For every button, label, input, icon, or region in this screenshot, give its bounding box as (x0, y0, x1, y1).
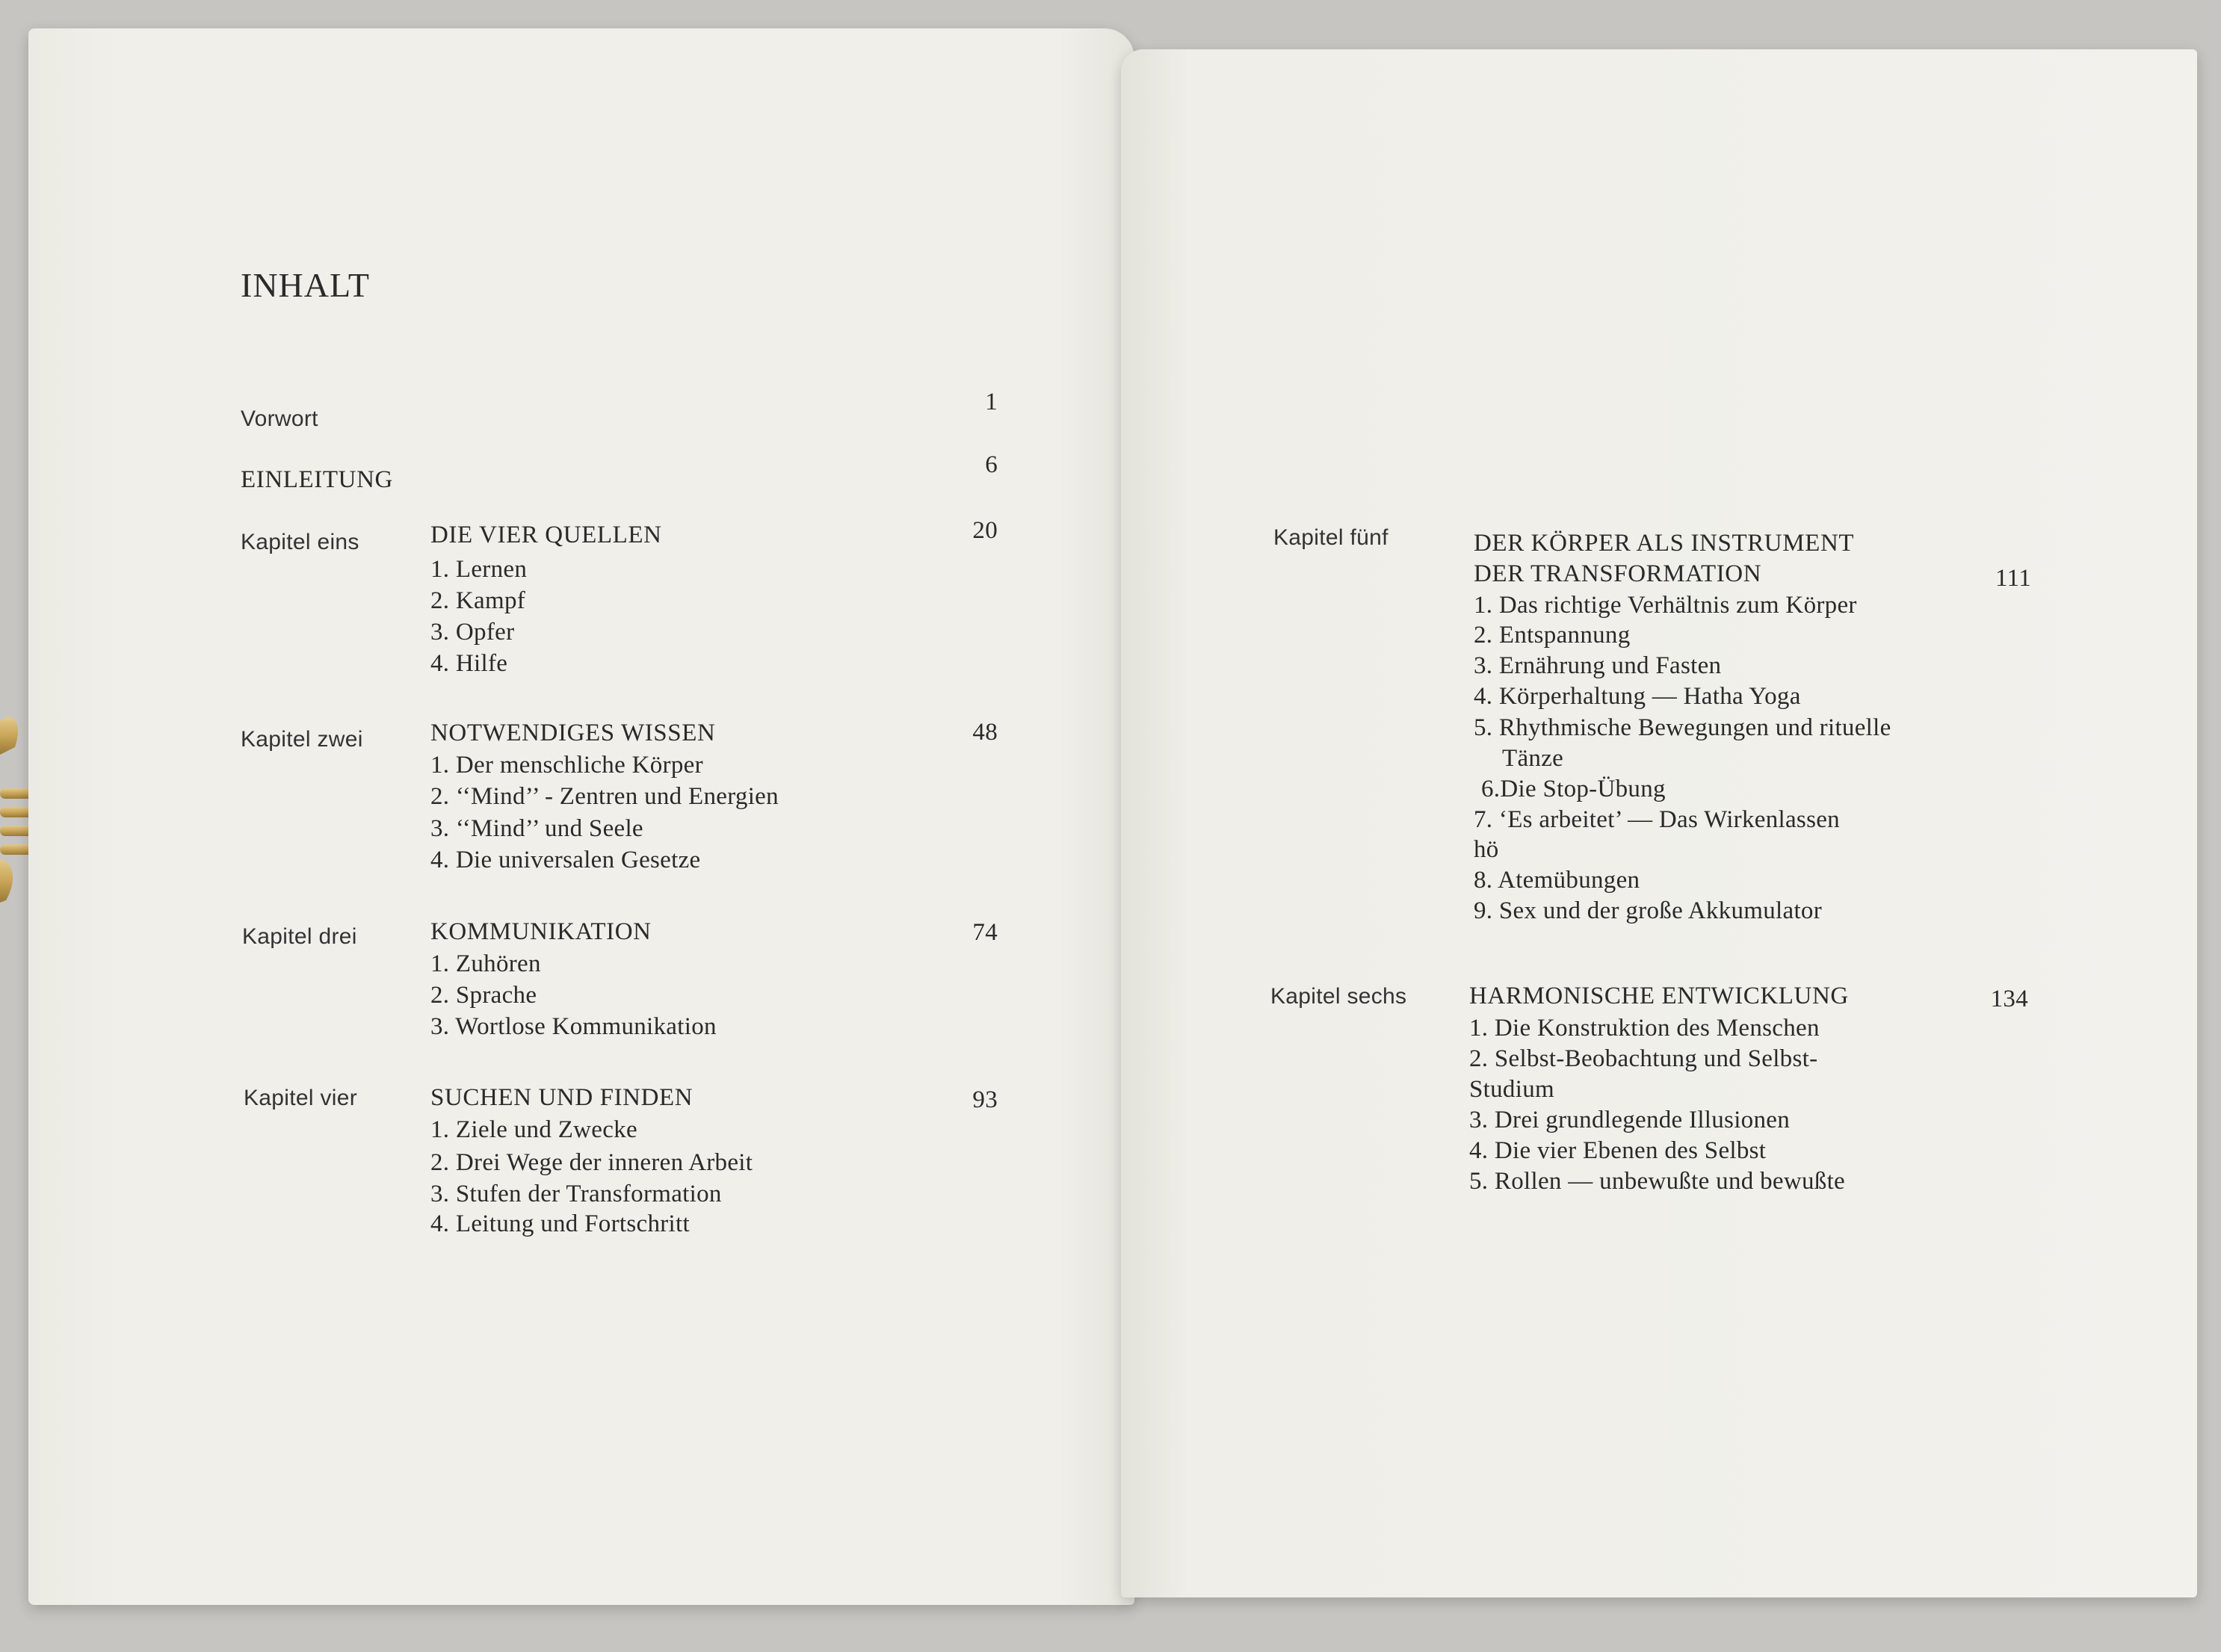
front-title-vorwort: Vorwort (241, 406, 318, 431)
section-item: 1. Ziele und Zwecke (430, 1116, 637, 1143)
front-page-vorwort: 1 (985, 389, 998, 415)
section-item: 1. Die Konstruktion des Menschen (1469, 1015, 1820, 1042)
section-item: 1. Das richtige Verhältnis zum Körper (1474, 592, 1857, 619)
section-item: 3. Drei grundlegende Illusionen (1469, 1107, 1791, 1133)
chapter-page: 111 (1995, 565, 2031, 592)
section-item: 1. Zuhören (430, 950, 541, 977)
section-item: 4. Hilfe (430, 650, 508, 677)
section-item-continued: Studium (1469, 1076, 1554, 1103)
front-title-einleitung: EINLEITUNG (241, 466, 393, 493)
section-item-continued: hö (1474, 836, 1499, 863)
chapter-title-line: DER KÖRPER ALS INSTRUMENT (1474, 530, 1855, 557)
section-item: 1. Der menschliche Körper (430, 752, 703, 779)
chapter-title: HARMONISCHE ENTWICKLUNG (1469, 983, 1849, 1009)
front-page-einleitung: 6 (985, 451, 998, 478)
chapter-label: Kapitel drei (242, 924, 357, 949)
section-item: 3. Stufen der Transformation (430, 1181, 722, 1207)
section-item: 2. ‘‘Mind’’ - Zentren und Energien (430, 783, 779, 810)
section-item: 4. Körperhaltung — Hatha Yoga (1474, 683, 1801, 710)
chapter-title-line: DER TRANSFORMATION (1474, 560, 1762, 587)
chapter-page: 93 (972, 1086, 998, 1113)
chapter-title: DIE VIER QUELLEN (430, 522, 662, 548)
chapter-title: SUCHEN UND FINDEN (430, 1084, 694, 1111)
chapter-page: 48 (972, 719, 998, 746)
section-item: 4. Die universalen Gesetze (430, 847, 701, 873)
section-item: 5. Rhythmische Bewegungen und rituelle (1474, 714, 1891, 741)
section-item: 2. Drei Wege der inneren Arbeit (430, 1149, 753, 1176)
section-item: 2. Kampf (430, 587, 526, 614)
section-item: 2. Sprache (430, 982, 537, 1009)
section-item: 9. Sex und der große Akkumulator (1474, 897, 1823, 924)
section-item: 5. Rollen — unbewußte und bewußte (1469, 1168, 1845, 1195)
chapter-label: Kapitel fünf (1273, 525, 1388, 550)
chapter-label: Kapitel zwei (241, 727, 363, 752)
section-item: 8. Atemübungen (1474, 867, 1640, 894)
chapter-title: KOMMUNIKATION (430, 918, 652, 945)
chapter-page: 74 (972, 919, 998, 946)
section-item: 7. ‘Es arbeitet’ — Das Wirkenlassen (1474, 806, 1840, 833)
section-item: 2. Entspannung (1474, 622, 1631, 649)
section-item: 3. Ernährung und Fasten (1474, 652, 1722, 679)
chapter-label: Kapitel eins (241, 530, 359, 554)
section-item: 1. Lernen (430, 556, 528, 583)
toc-heading: INHALT (241, 266, 370, 304)
section-item: 3. ‘‘Mind’’ und Seele (430, 815, 643, 842)
section-item: 3. Opfer (430, 619, 515, 646)
section-item: 4. Die vier Ebenen des Selbst (1469, 1137, 1767, 1164)
chapter-page: 134 (1990, 986, 2028, 1012)
section-item: 3. Wortlose Kommunikation (430, 1013, 717, 1040)
chapter-title: NOTWENDIGES WISSEN (430, 720, 716, 746)
section-item-continued: Tänze (1502, 745, 1564, 772)
chapter-label: Kapitel sechs (1270, 984, 1407, 1009)
section-item: 4. Leitung und Fortschritt (430, 1210, 690, 1237)
section-item: 6.Die Stop-Übung (1481, 776, 1666, 802)
chapter-page: 20 (972, 517, 998, 544)
chapter-label: Kapitel vier (244, 1086, 358, 1110)
section-item: 2. Selbst-Beobachtung und Selbst- (1469, 1045, 1818, 1072)
